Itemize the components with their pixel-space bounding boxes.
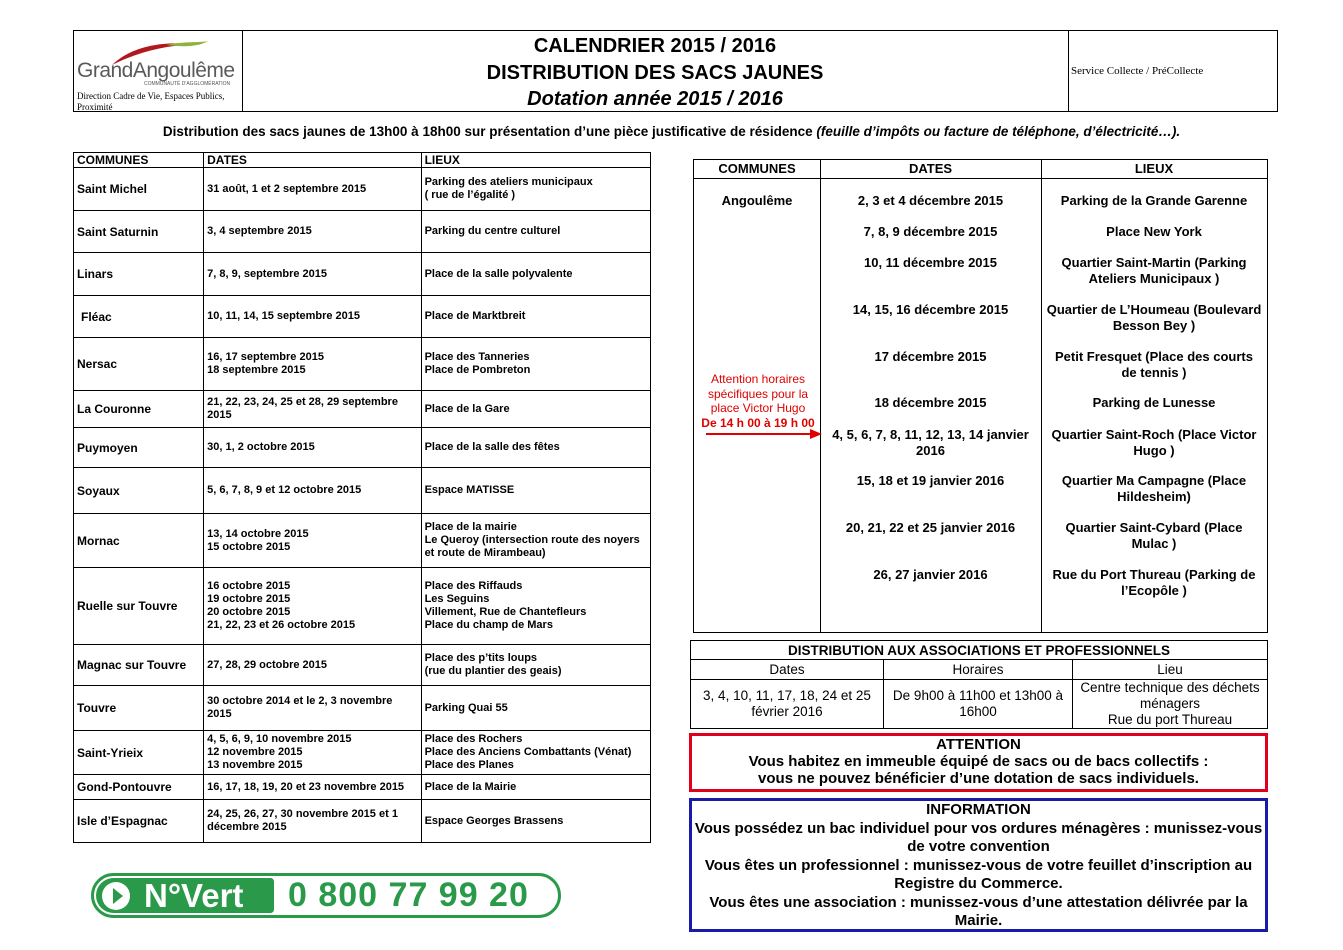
- associations-data-row: [691, 680, 1268, 729]
- associations-table: [690, 640, 1268, 729]
- lieux-cell: [421, 168, 650, 211]
- commune-cell: Mornac: [74, 514, 204, 568]
- lieux-line: Place des p’tits loups: [424, 652, 538, 664]
- table-row: [74, 296, 651, 338]
- date-cell: 26, 27 janvier 2016: [873, 567, 988, 582]
- lieux-cell: [421, 800, 650, 843]
- lieux-cell: [421, 775, 650, 800]
- lieux-cell: [421, 645, 650, 686]
- dates-line: 31 août, 1 et 2 septembre 2015: [207, 182, 367, 195]
- arrow-right-icon: [706, 428, 822, 440]
- attention-box: [689, 733, 1268, 792]
- lieux-cell: [421, 296, 650, 338]
- information-title: INFORMATION: [926, 801, 1031, 818]
- title-line-2: DISTRIBUTION DES SACS JAUNES: [486, 62, 824, 84]
- lieux-cell: [421, 468, 650, 514]
- attention-title: ATTENTION: [936, 736, 1021, 753]
- header-dates: DATES: [204, 153, 421, 168]
- commune-cell: Gond-Pontouvre: [74, 775, 204, 800]
- dates-cell: [204, 731, 421, 775]
- dates-line: 13 novembre 2015: [207, 759, 303, 771]
- note-text: Attention horaires spécifiques pour la place Victor Hugo: [707, 372, 809, 415]
- dates-line: 5, 6, 7, 8, 9 et 12 octobre 2015: [207, 484, 362, 496]
- associations-dates: 3, 4, 10, 11, 17, 18, 24 et 25 février 2016: [691, 680, 884, 729]
- numero-vert-label: N°Vert: [144, 877, 244, 914]
- intro-main: Distribution des sacs jaunes de 13h00 à 18h00 sur présentation d’une pièce justificative de résidence: [162, 124, 817, 139]
- dates-cell: [204, 211, 421, 253]
- associations-header-row: [691, 660, 1268, 680]
- table-header-row: [74, 153, 651, 168]
- lieu-cell: Quartier Saint-Martin (Parking Ateliers Municipaux ): [1061, 255, 1247, 286]
- associations-lieu-line1: Centre technique des déchets ménagers: [1080, 680, 1260, 711]
- associations-lieu-line2: Rue du port Thureau: [1107, 712, 1233, 727]
- lieux-line: Les Seguins: [424, 593, 490, 605]
- lieu-cell: Place New York: [1106, 224, 1202, 239]
- lieu-cell: Parking de Lunesse: [1092, 395, 1216, 410]
- attention-line-2: vous ne pouvez bénéficier d’une dotation de sacs individuels.: [758, 770, 1199, 787]
- table-row: [74, 645, 651, 686]
- lieu-cell: Quartier Saint-Roch (Place Victor Hugo ): [1051, 427, 1257, 458]
- dates-line: 27, 28, 29 octobre 2015: [207, 658, 327, 671]
- lieu-cell: Parking de la Grande Garenne: [1060, 193, 1248, 208]
- intro-text: [0, 124, 1343, 139]
- dates-line: 21, 22, 23 et 26 octobre 2015: [207, 619, 356, 631]
- table-row: [74, 168, 651, 211]
- lieux-line: Place de la mairie: [424, 521, 517, 533]
- lieux-line: Parking du centre culturel: [424, 225, 561, 237]
- table-row: [74, 211, 651, 253]
- lieu-cell: Quartier de L’Houmeau (Boulevard Besson Bey ): [1046, 302, 1262, 333]
- commune-cell: Isle d’Espagnac: [74, 800, 204, 843]
- dates-line: 13, 14 octobre 2015: [207, 527, 309, 540]
- dates-line: 30 octobre 2014 et le 2, 3 novembre 2015: [207, 695, 393, 720]
- lieux-line: ( rue de l’égalité ): [424, 189, 516, 201]
- dates-line: 20 octobre 2015: [207, 606, 291, 618]
- lieux-line: Place de Pombreton: [424, 364, 531, 376]
- dates-cell: [204, 568, 421, 645]
- associations-title: DISTRIBUTION AUX ASSOCIATIONS ET PROFESSIONNELS: [691, 641, 1268, 660]
- dates-cell: [204, 338, 421, 391]
- date-cell: 20, 21, 22 et 25 janvier 2016: [845, 520, 1016, 535]
- dates-line: 10, 11, 14, 15 septembre 2015: [207, 310, 361, 322]
- commune-cell: Soyaux: [74, 468, 204, 514]
- lieux-line: Espace MATISSE: [424, 484, 515, 496]
- lieux-line: Place du champ de Mars: [424, 619, 553, 631]
- commune-cell: Ruelle sur Touvre: [74, 568, 204, 645]
- service-label: Service Collecte / PréCollecte: [1071, 65, 1204, 77]
- logo-small-text: COMMUNAUTÉ D'AGGLOMÉRATION: [144, 81, 231, 87]
- header-horaires: Horaires: [884, 660, 1073, 680]
- lieux-line: Place de la Gare: [424, 402, 510, 415]
- attention-line-1: Vous habitez en immeuble équipé de sacs ou de bacs collectifs :: [748, 753, 1209, 770]
- commune-cell: La Couronne: [74, 391, 204, 428]
- dates-cell: [204, 428, 421, 468]
- lieu-cell: Quartier Ma Campagne (Place Hildesheim): [1061, 473, 1247, 504]
- table-row: [74, 686, 651, 731]
- lieux-cell: [421, 514, 650, 568]
- information-line-1: Vous possédez un bac individuel pour vos ordures ménagères : munissez-vous de votre convention: [694, 819, 1263, 855]
- logo-subtitle: Direction Cadre de Vie, Espaces Publics, Proximité: [77, 91, 225, 112]
- date-cell: 2, 3 et 4 décembre 2015: [857, 193, 1004, 208]
- table-row: [74, 800, 651, 843]
- dates-line: 12 novembre 2015: [207, 746, 303, 758]
- lieux-line: Le Queroy (intersection route des noyers et route de Mirambeau): [424, 534, 640, 559]
- header-lieu: Lieu: [1073, 660, 1268, 680]
- dates-line: 16, 17, 18, 19, 20 et 23 novembre 2015: [207, 780, 405, 793]
- dates-line: 19 octobre 2015: [207, 593, 291, 605]
- note-hours: De 14 h 00 à 19 h 00: [701, 415, 815, 430]
- commune-cell: Linars: [74, 253, 204, 296]
- table-row: [74, 568, 651, 645]
- lieux-cell: [421, 428, 650, 468]
- dates-cell: [204, 253, 421, 296]
- date-cell: 4, 5, 6, 7, 8, 11, 12, 13, 14 janvier 2016: [832, 427, 1029, 458]
- lieu-cell: Petit Fresquet (Place des courts de tennis ): [1055, 349, 1253, 380]
- play-icon: [102, 882, 130, 910]
- lieux-cell: [421, 391, 650, 428]
- lieux-line: Place de la Mairie: [424, 780, 517, 793]
- numero-vert-label-block: [96, 878, 274, 913]
- lieux-line: Parking Quai 55: [424, 701, 508, 714]
- dates-line: 16 octobre 2015: [207, 580, 291, 592]
- associations-horaires: De 9h00 à 11h00 et 13h00 à 16h00: [884, 680, 1073, 729]
- lieux-line: Place des Planes: [424, 759, 514, 771]
- header-dates: Dates: [691, 660, 884, 680]
- dates-cell: [204, 391, 421, 428]
- dates-line: 15 octobre 2015: [207, 540, 291, 553]
- numero-vert-banner: [91, 873, 561, 918]
- date-cell: 17 décembre 2015: [874, 349, 987, 364]
- lieux-line: Place de la salle des fêtes: [424, 441, 560, 453]
- dates-line: 21, 22, 23, 24, 25 et 28, 29 septembre 2015: [207, 396, 398, 421]
- date-cell: 7, 8, 9 décembre 2015: [863, 224, 998, 239]
- logo-block: [74, 31, 243, 111]
- date-cell: 15, 18 et 19 janvier 2016: [856, 473, 1005, 488]
- lieux-line: Place des Rochers: [424, 733, 523, 745]
- table-row: [74, 338, 651, 391]
- lieux-line: Place de Marktbreit: [424, 310, 526, 322]
- dates-cell: [204, 296, 421, 338]
- table-row: [74, 514, 651, 568]
- lieux-cell: [421, 338, 650, 391]
- lieux-line: Parking des ateliers municipaux: [424, 176, 593, 188]
- date-cell: 14, 15, 16 décembre 2015: [852, 302, 1009, 317]
- commune-cell: Nersac: [74, 338, 204, 391]
- header-communes: COMMUNES: [718, 161, 796, 176]
- header-lieux: LIEUX: [1134, 161, 1174, 176]
- information-box: [689, 798, 1268, 932]
- dates-line: 18 septembre 2015: [207, 364, 306, 376]
- lieux-line: Villement, Rue de Chantefleurs: [424, 606, 587, 618]
- table-row: [74, 731, 651, 775]
- header-dates: DATES: [908, 161, 953, 176]
- header-lieux: LIEUX: [421, 153, 650, 168]
- column-divider: [1041, 160, 1042, 632]
- lieux-line: Place de la salle polyvalente: [424, 267, 573, 280]
- title-block: [242, 31, 1069, 111]
- date-cell: 10, 11 décembre 2015: [864, 255, 997, 270]
- dates-line: 30, 1, 2 octobre 2015: [207, 441, 315, 453]
- lieu-cell: Rue du Port Thureau (Parking de l’Ecopôle ): [1052, 567, 1256, 598]
- associations-title-row: [691, 641, 1268, 660]
- commune-cell: Fléac: [74, 296, 204, 338]
- dates-line: 7, 8, 9, septembre 2015: [207, 267, 327, 280]
- dates-cell: [204, 645, 421, 686]
- table-row: [74, 391, 651, 428]
- table-row: [74, 775, 651, 800]
- lieux-cell: [421, 211, 650, 253]
- communes-table: [73, 152, 651, 843]
- lieux-cell: [421, 731, 650, 775]
- commune-cell: Saint Saturnin: [74, 211, 204, 253]
- table-row: [74, 428, 651, 468]
- dates-line: 3, 4 septembre 2015: [207, 225, 312, 237]
- dates-cell: [204, 686, 421, 731]
- lieux-line: (rue du plantier des geais): [424, 665, 562, 677]
- header-communes: COMMUNES: [74, 153, 204, 168]
- commune-cell: Magnac sur Touvre: [74, 645, 204, 686]
- title-line-1: CALENDRIER 2015 / 2016: [533, 35, 777, 57]
- associations-lieu: [1073, 680, 1268, 729]
- date-cell: 18 décembre 2015: [874, 395, 987, 410]
- lieux-line: Place des Anciens Combattants (Vénat): [424, 746, 632, 758]
- lieux-line: Place des Riffauds: [424, 580, 523, 592]
- dates-cell: [204, 775, 421, 800]
- commune-angouleme: Angoulême: [721, 193, 793, 208]
- dates-line: 16, 17 septembre 2015: [207, 351, 324, 363]
- document-header: [73, 30, 1278, 112]
- dates-line: 24, 25, 26, 27, 30 novembre 2015 et 1 décembre 2015: [207, 808, 398, 833]
- dates-cell: [204, 468, 421, 514]
- lieux-cell: [421, 568, 650, 645]
- victor-hugo-note: [694, 372, 822, 430]
- dates-line: 4, 5, 6, 9, 10 novembre 2015: [207, 733, 352, 745]
- dates-cell: [204, 800, 421, 843]
- intro-italic: (feuille d’impôts ou facture de téléphone, d’électricité…).: [816, 124, 1181, 139]
- commune-cell: Saint Michel: [74, 168, 204, 211]
- dates-cell: [204, 168, 421, 211]
- lieux-line: Place des Tanneries: [424, 351, 530, 363]
- commune-cell: Saint-Yrieix: [74, 731, 204, 775]
- lieux-line: Espace Georges Brassens: [424, 814, 564, 827]
- dates-cell: [204, 514, 421, 568]
- lieux-cell: [421, 686, 650, 731]
- lieu-cell: Quartier Saint-Cybard (Place Mulac ): [1065, 520, 1243, 551]
- information-line-2: Vous êtes un professionnel : munissez-vous de votre feuillet d’inscription au Registre du Commerce.: [704, 856, 1253, 892]
- table-row: [74, 253, 651, 296]
- commune-cell: Touvre: [74, 686, 204, 731]
- commune-cell: Puymoyen: [74, 428, 204, 468]
- numero-vert-number[interactable]: 0 800 77 99 20: [288, 876, 529, 914]
- information-line-3: Vous êtes une association : munissez-vous d’une attestation délivrée par la Mairie.: [709, 893, 1248, 929]
- logo-text: GrandAngoulême: [77, 59, 235, 82]
- lieux-cell: [421, 253, 650, 296]
- table-row: [74, 468, 651, 514]
- title-line-3: Dotation année 2015 / 2016: [527, 88, 783, 110]
